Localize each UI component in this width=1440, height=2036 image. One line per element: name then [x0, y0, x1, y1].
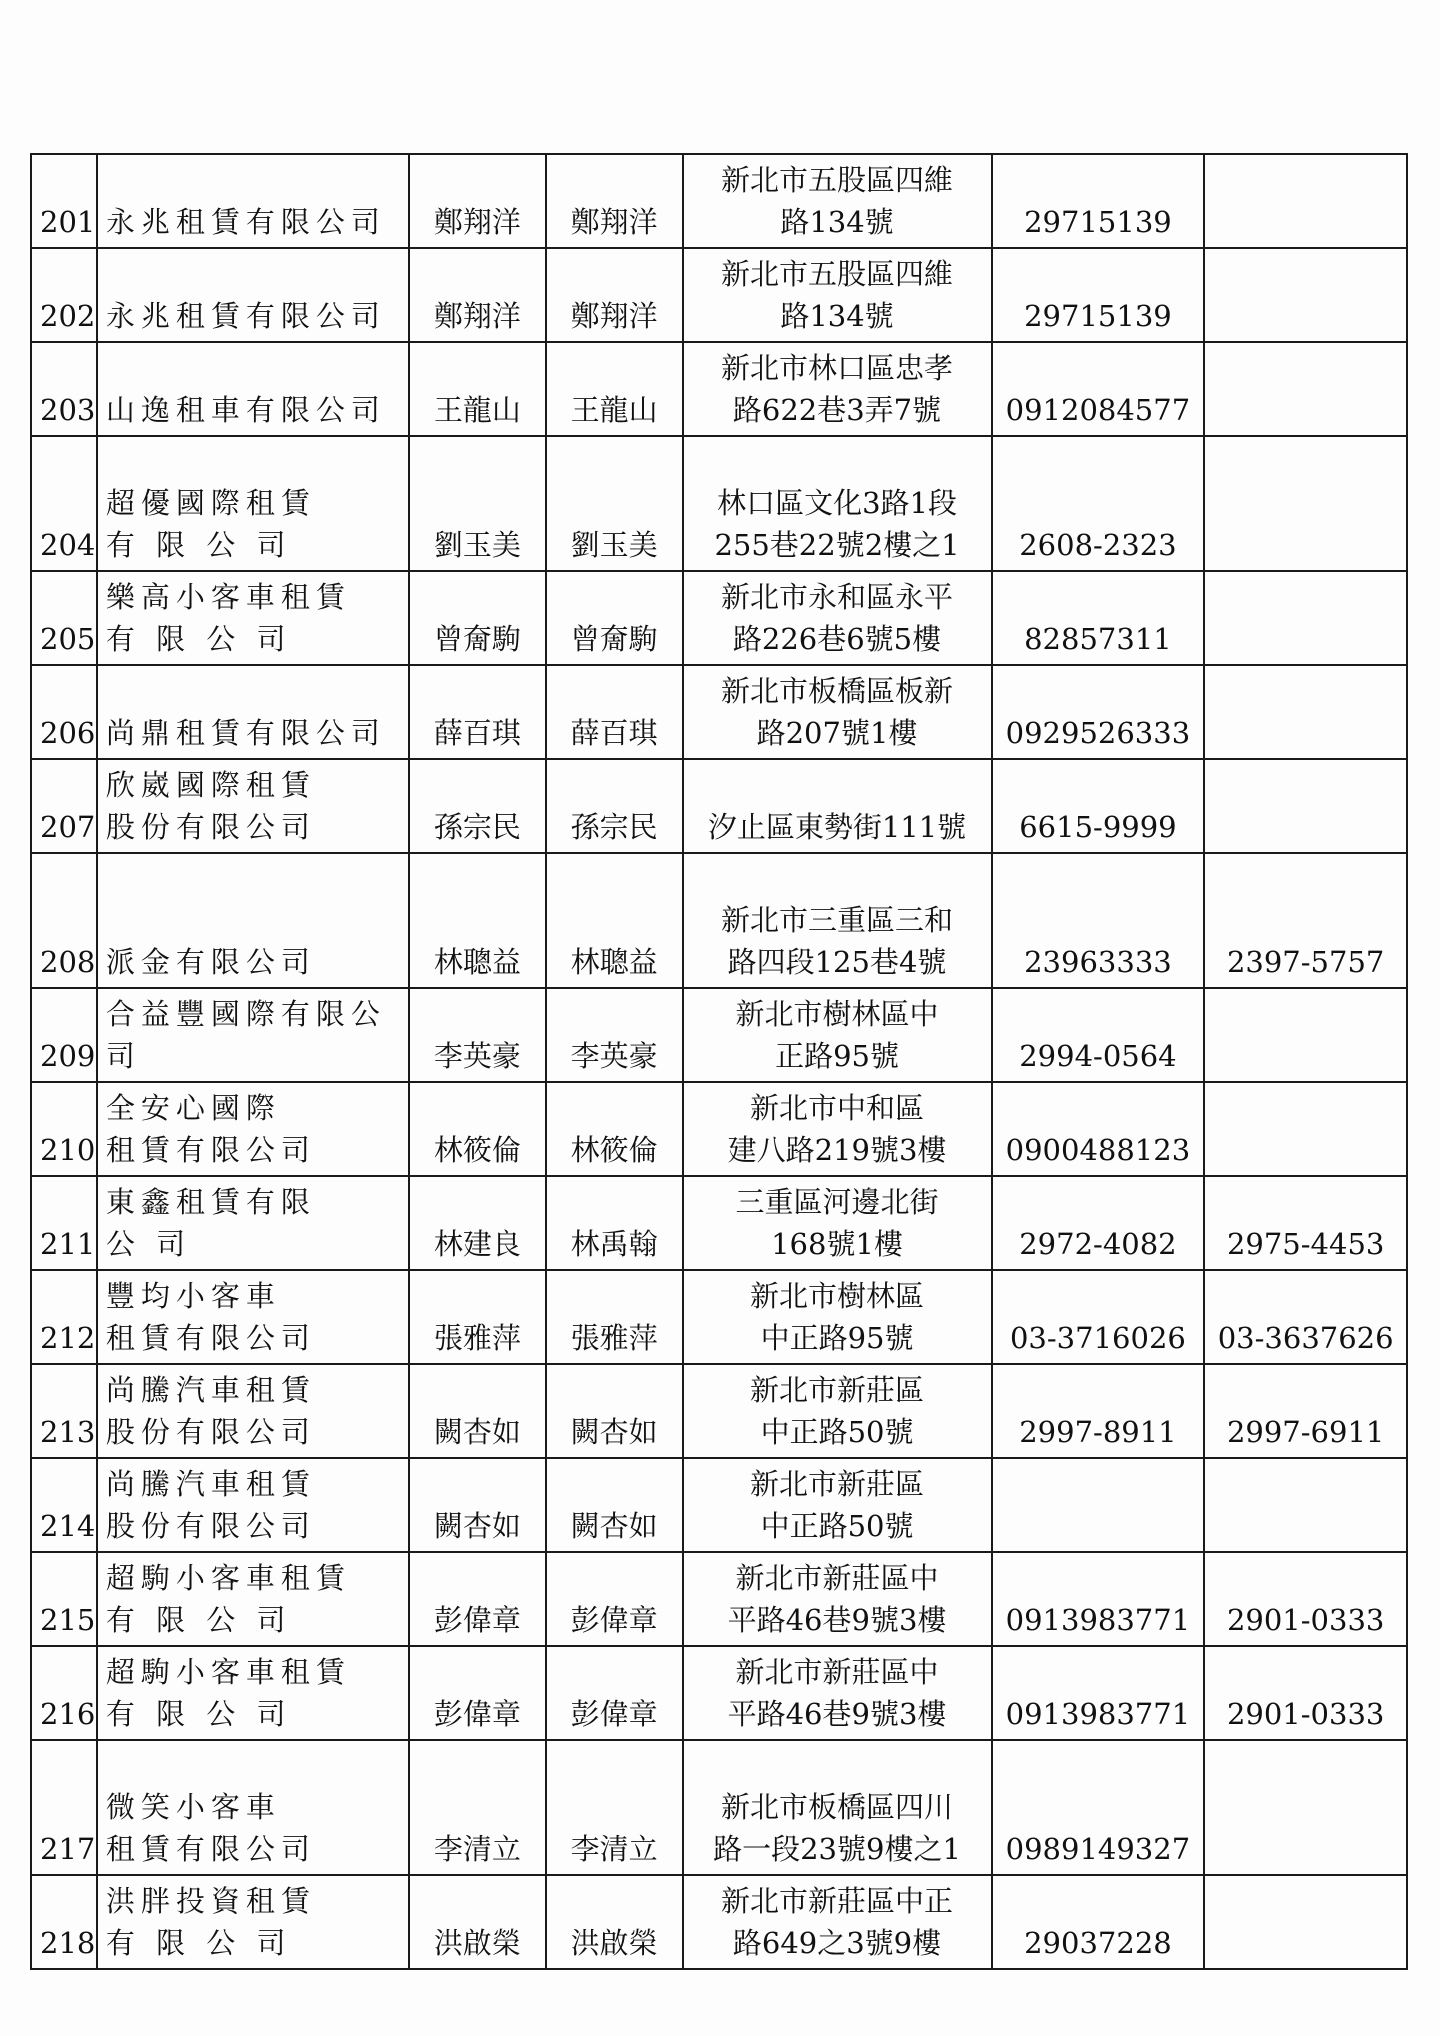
company-name-line: 永兆租賃有限公司	[105, 299, 386, 333]
company-name	[97, 1646, 409, 1740]
address-line: 建八路219號3樓	[727, 1133, 947, 1167]
table-row	[31, 436, 1407, 571]
row-number: 204	[31, 436, 97, 571]
owner-name: 闕杏如	[409, 1458, 546, 1552]
address-line: 路622巷3弄7號	[732, 393, 942, 427]
company-name	[97, 1740, 409, 1875]
owner-name: 孫宗民	[409, 759, 546, 853]
row-number: 209	[31, 988, 97, 1082]
company-name-line: 洪胖投資租賃	[105, 1884, 316, 1918]
owner-name: 劉玉美	[409, 436, 546, 571]
manager-name: 林筱倫	[546, 1082, 683, 1176]
company-name-line: 股份有限公司	[105, 1415, 316, 1449]
phone-number-2	[1204, 1740, 1407, 1875]
manager-name: 鄭翔洋	[546, 154, 683, 248]
manager-name: 劉玉美	[546, 436, 683, 571]
address	[683, 436, 992, 571]
address-line: 路四段125巷4號	[727, 945, 947, 979]
manager-name: 曾奝駒	[546, 571, 683, 665]
owner-name: 彭偉章	[409, 1552, 546, 1646]
company-name-line: 司	[105, 1039, 141, 1073]
table-row	[31, 759, 1407, 853]
address-line: 255巷22號2樓之1	[714, 528, 960, 562]
table-row	[31, 1270, 1407, 1364]
manager-name: 闕杏如	[546, 1458, 683, 1552]
table-row	[31, 571, 1407, 665]
company-name	[97, 853, 409, 988]
address-line: 汐止區東勢街111號	[707, 810, 967, 844]
phone-number: 0900488123	[992, 1082, 1205, 1176]
phone-number-2: 2997-6911	[1204, 1364, 1407, 1458]
phone-number-2	[1204, 759, 1407, 853]
address	[683, 1646, 992, 1740]
manager-name: 李清立	[546, 1740, 683, 1875]
row-number: 213	[31, 1364, 97, 1458]
manager-name: 薛百琪	[546, 665, 683, 759]
company-name-line: 有 限 公 司	[105, 1603, 292, 1637]
row-number: 211	[31, 1176, 97, 1270]
address	[683, 988, 992, 1082]
address-line: 新北市林口區忠孝	[721, 351, 954, 385]
phone-number: 2972-4082	[992, 1176, 1205, 1270]
phone-number	[992, 1458, 1205, 1552]
row-number: 218	[31, 1875, 97, 1969]
address-line: 新北市樹林區	[750, 1279, 925, 1313]
phone-number: 0913983771	[992, 1552, 1205, 1646]
company-roster-table	[30, 153, 1408, 1970]
row-number: 203	[31, 342, 97, 436]
phone-number: 23963333	[992, 853, 1205, 988]
owner-name: 闕杏如	[409, 1364, 546, 1458]
address-line: 路649之3號9樓	[732, 1926, 942, 1960]
manager-name: 彭偉章	[546, 1646, 683, 1740]
address-line: 路134號	[780, 299, 894, 333]
table-row	[31, 1646, 1407, 1740]
owner-name: 林建良	[409, 1176, 546, 1270]
row-number: 208	[31, 853, 97, 988]
address	[683, 154, 992, 248]
owner-name: 彭偉章	[409, 1646, 546, 1740]
row-number: 214	[31, 1458, 97, 1552]
company-name	[97, 759, 409, 853]
company-name-line: 超優國際租賃	[105, 486, 316, 520]
company-name-line: 股份有限公司	[105, 810, 316, 844]
company-name-line: 有 限 公 司	[105, 1697, 292, 1731]
company-name-line: 超駒小客車租賃	[105, 1561, 351, 1595]
company-name-line: 派金有限公司	[105, 945, 316, 979]
table-row	[31, 665, 1407, 759]
address-line: 三重區河邊北街	[735, 1185, 939, 1219]
phone-number-2	[1204, 1875, 1407, 1969]
company-name-line: 永兆租賃有限公司	[105, 205, 386, 239]
address-line: 新北市三重區三和	[721, 903, 954, 937]
phone-number-2: 2975-4453	[1204, 1176, 1407, 1270]
address-line: 中正路50號	[760, 1415, 914, 1449]
company-name	[97, 1364, 409, 1458]
company-name	[97, 1270, 409, 1364]
address	[683, 1552, 992, 1646]
phone-number: 2997-8911	[992, 1364, 1205, 1458]
company-name-line: 東鑫租賃有限	[105, 1185, 316, 1219]
phone-number: 29037228	[992, 1875, 1205, 1969]
phone-number: 82857311	[992, 571, 1205, 665]
address-line: 新北市永和區永平	[721, 580, 954, 614]
phone-number: 03-3716026	[992, 1270, 1205, 1364]
address-line: 路207號1樓	[756, 716, 918, 750]
address	[683, 1270, 992, 1364]
roster-body	[31, 154, 1407, 1969]
address-line: 路一段23號9樓之1	[713, 1832, 961, 1866]
manager-name: 闕杏如	[546, 1364, 683, 1458]
table-row	[31, 1176, 1407, 1270]
address	[683, 1176, 992, 1270]
address-line: 路134號	[780, 205, 894, 239]
address-line: 林口區文化3路1段	[717, 486, 957, 520]
manager-name: 洪啟榮	[546, 1875, 683, 1969]
phone-number-2: 2397-5757	[1204, 853, 1407, 988]
phone-number-2	[1204, 988, 1407, 1082]
phone-number-2: 2901-0333	[1204, 1646, 1407, 1740]
owner-name: 洪啟榮	[409, 1875, 546, 1969]
company-name-line: 尚鼎租賃有限公司	[105, 716, 386, 750]
manager-name: 王龍山	[546, 342, 683, 436]
address	[683, 248, 992, 342]
phone-number: 29715139	[992, 154, 1205, 248]
owner-name: 曾奝駒	[409, 571, 546, 665]
phone-number: 6615-9999	[992, 759, 1205, 853]
phone-number-2	[1204, 154, 1407, 248]
row-number: 216	[31, 1646, 97, 1740]
address-line: 平路46巷9號3樓	[727, 1603, 947, 1637]
phone-number-2	[1204, 665, 1407, 759]
address-line: 新北市五股區四維	[721, 163, 954, 197]
company-name	[97, 988, 409, 1082]
company-name	[97, 571, 409, 665]
phone-number-2	[1204, 248, 1407, 342]
company-name-line: 樂高小客車租賃	[105, 580, 351, 614]
company-name-line: 租賃有限公司	[105, 1321, 316, 1355]
address	[683, 853, 992, 988]
address	[683, 759, 992, 853]
address	[683, 571, 992, 665]
company-name-line: 租賃有限公司	[105, 1133, 316, 1167]
manager-name: 林禹翰	[546, 1176, 683, 1270]
table-row	[31, 1740, 1407, 1875]
table-row	[31, 248, 1407, 342]
phone-number: 2994-0564	[992, 988, 1205, 1082]
address	[683, 1082, 992, 1176]
company-name	[97, 1458, 409, 1552]
manager-name: 孫宗民	[546, 759, 683, 853]
phone-number-2	[1204, 1082, 1407, 1176]
address-line: 新北市五股區四維	[721, 257, 954, 291]
company-name-line: 尚騰汽車租賃	[105, 1373, 316, 1407]
address-line: 新北市新莊區中正	[721, 1884, 954, 1918]
company-name-line: 豐均小客車	[105, 1279, 281, 1313]
company-name-line: 合益豐國際有限公	[105, 997, 386, 1031]
company-name	[97, 1875, 409, 1969]
manager-name: 林聰益	[546, 853, 683, 988]
address	[683, 1458, 992, 1552]
row-number: 212	[31, 1270, 97, 1364]
owner-name: 張雅萍	[409, 1270, 546, 1364]
address-line: 新北市板橋區板新	[721, 674, 954, 708]
address-line: 新北市中和區	[750, 1091, 925, 1125]
company-name-line: 微笑小客車	[105, 1790, 281, 1824]
address-line: 168號1樓	[771, 1227, 903, 1261]
company-name-line: 有 限 公 司	[105, 1926, 292, 1960]
owner-name: 鄭翔洋	[409, 248, 546, 342]
phone-number-2: 03-3637626	[1204, 1270, 1407, 1364]
address	[683, 1875, 992, 1969]
phone-number: 0913983771	[992, 1646, 1205, 1740]
owner-name: 薛百琪	[409, 665, 546, 759]
address-line: 中正路95號	[760, 1321, 914, 1355]
company-name-line: 全安心國際	[105, 1091, 281, 1125]
manager-name: 李英豪	[546, 988, 683, 1082]
company-name	[97, 1082, 409, 1176]
address-line: 正路95號	[775, 1039, 899, 1073]
phone-number-2: 2901-0333	[1204, 1552, 1407, 1646]
phone-number-2	[1204, 436, 1407, 571]
table-row	[31, 988, 1407, 1082]
address-line: 新北市樹林區中	[735, 997, 939, 1031]
address-line: 新北市板橋區四川	[721, 1790, 954, 1824]
table-row	[31, 1552, 1407, 1646]
company-name-line: 有 限 公 司	[105, 622, 292, 656]
phone-number: 2608-2323	[992, 436, 1205, 571]
company-name	[97, 154, 409, 248]
company-name-line: 山逸租車有限公司	[105, 393, 386, 427]
address-line: 平路46巷9號3樓	[727, 1697, 947, 1731]
company-name-line: 有 限 公 司	[105, 528, 292, 562]
row-number: 201	[31, 154, 97, 248]
phone-number: 0929526333	[992, 665, 1205, 759]
row-number: 206	[31, 665, 97, 759]
phone-number: 29715139	[992, 248, 1205, 342]
phone-number-2	[1204, 571, 1407, 665]
phone-number-2	[1204, 1458, 1407, 1552]
company-name	[97, 1176, 409, 1270]
manager-name: 張雅萍	[546, 1270, 683, 1364]
table-row	[31, 154, 1407, 248]
owner-name: 鄭翔洋	[409, 154, 546, 248]
company-name-line: 股份有限公司	[105, 1509, 316, 1543]
row-number: 205	[31, 571, 97, 665]
address-line: 新北市新莊區中	[735, 1561, 939, 1595]
table-row	[31, 853, 1407, 988]
owner-name: 李清立	[409, 1740, 546, 1875]
phone-number-2	[1204, 342, 1407, 436]
table-row	[31, 1082, 1407, 1176]
company-name-line: 公 司	[105, 1227, 192, 1261]
address-line: 路226巷6號5樓	[732, 622, 942, 656]
company-name	[97, 342, 409, 436]
address-line: 中正路50號	[760, 1509, 914, 1543]
phone-number: 0912084577	[992, 342, 1205, 436]
company-name	[97, 248, 409, 342]
address-line: 新北市新莊區中	[735, 1655, 939, 1689]
company-name-line: 超駒小客車租賃	[105, 1655, 351, 1689]
table-row	[31, 1875, 1407, 1969]
row-number: 202	[31, 248, 97, 342]
company-name-line: 租賃有限公司	[105, 1832, 316, 1866]
address	[683, 1364, 992, 1458]
company-name	[97, 665, 409, 759]
row-number: 207	[31, 759, 97, 853]
table-row	[31, 1364, 1407, 1458]
table-row	[31, 1458, 1407, 1552]
phone-number: 0989149327	[992, 1740, 1205, 1875]
owner-name: 王龍山	[409, 342, 546, 436]
row-number: 217	[31, 1740, 97, 1875]
address-line: 新北市新莊區	[750, 1373, 925, 1407]
company-name-line: 欣崴國際租賃	[105, 768, 316, 802]
row-number: 210	[31, 1082, 97, 1176]
address	[683, 342, 992, 436]
table-row	[31, 342, 1407, 436]
company-name	[97, 1552, 409, 1646]
company-name	[97, 436, 409, 571]
owner-name: 李英豪	[409, 988, 546, 1082]
owner-name: 林筱倫	[409, 1082, 546, 1176]
manager-name: 鄭翔洋	[546, 248, 683, 342]
owner-name: 林聰益	[409, 853, 546, 988]
address	[683, 665, 992, 759]
manager-name: 彭偉章	[546, 1552, 683, 1646]
address-line: 新北市新莊區	[750, 1467, 925, 1501]
row-number: 215	[31, 1552, 97, 1646]
address	[683, 1740, 992, 1875]
company-name-line: 尚騰汽車租賃	[105, 1467, 316, 1501]
